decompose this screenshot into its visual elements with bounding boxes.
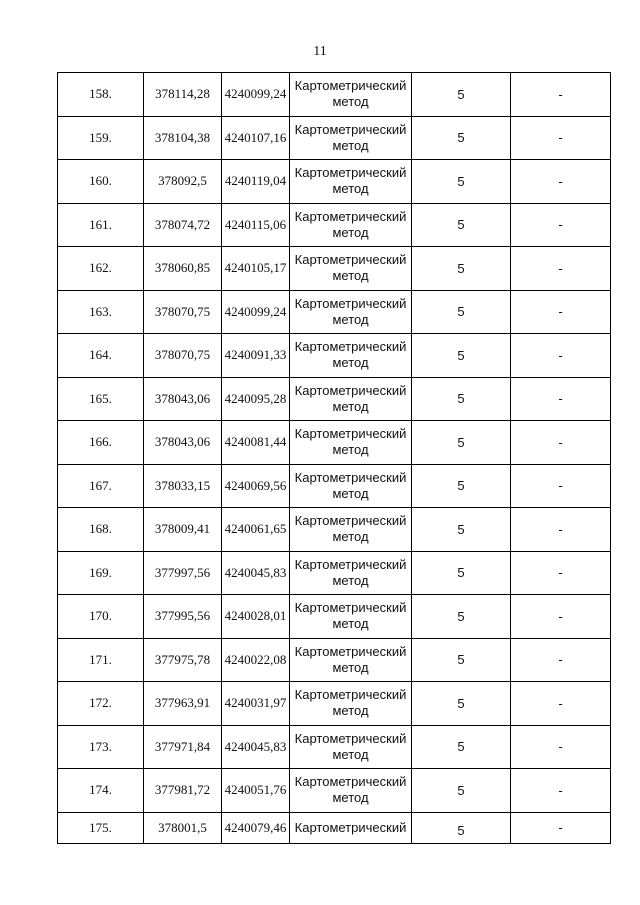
method-cell: Картометрический метод: [290, 595, 412, 639]
description-cell: -: [511, 421, 611, 465]
method-cell: Картометрический метод: [290, 160, 412, 204]
coordinates-table: [57, 72, 611, 844]
method-cell: Картометрический метод: [290, 551, 412, 595]
table-body: [58, 73, 611, 844]
y-coordinate: 4240091,33: [222, 334, 290, 378]
accuracy-cell: 5: [412, 812, 511, 843]
y-coordinate: 4240031,97: [222, 682, 290, 726]
y-coordinate: 4240045,83: [222, 725, 290, 769]
y-coordinate: 4240079,46: [222, 812, 290, 843]
accuracy-cell: 5: [412, 508, 511, 552]
table-row: [58, 812, 611, 843]
table-row: [58, 247, 611, 291]
description-cell: -: [511, 247, 611, 291]
accuracy-cell: 5: [412, 421, 511, 465]
description-cell: -: [511, 725, 611, 769]
y-coordinate: 4240051,76: [222, 769, 290, 813]
description-cell: -: [511, 638, 611, 682]
method-cell: Картометрический метод: [290, 638, 412, 682]
x-coordinate: 377997,56: [144, 551, 222, 595]
y-coordinate: 4240095,28: [222, 377, 290, 421]
point-number: 160.: [58, 160, 144, 204]
x-coordinate: 378114,28: [144, 73, 222, 117]
method-cell: Картометрический метод: [290, 290, 412, 334]
table-row: [58, 334, 611, 378]
x-coordinate: 377971,84: [144, 725, 222, 769]
point-number: 161.: [58, 203, 144, 247]
accuracy-cell: 5: [412, 464, 511, 508]
point-number: 172.: [58, 682, 144, 726]
description-cell: -: [511, 334, 611, 378]
point-number: 174.: [58, 769, 144, 813]
description-cell: -: [511, 551, 611, 595]
y-coordinate: 4240045,83: [222, 551, 290, 595]
accuracy-cell: 5: [412, 73, 511, 117]
y-coordinate: 4240061,65: [222, 508, 290, 552]
x-coordinate: 377975,78: [144, 638, 222, 682]
point-number: 165.: [58, 377, 144, 421]
y-coordinate: 4240107,16: [222, 116, 290, 160]
table-row: [58, 638, 611, 682]
description-cell: -: [511, 508, 611, 552]
table-row: [58, 769, 611, 813]
y-coordinate: 4240105,17: [222, 247, 290, 291]
point-number: 164.: [58, 334, 144, 378]
y-coordinate: 4240081,44: [222, 421, 290, 465]
description-cell: -: [511, 290, 611, 334]
method-cell: Картометрический метод: [290, 464, 412, 508]
description-cell: -: [511, 464, 611, 508]
point-number: 168.: [58, 508, 144, 552]
y-coordinate: 4240099,24: [222, 73, 290, 117]
method-cell: Картометрический метод: [290, 508, 412, 552]
x-coordinate: 378070,75: [144, 290, 222, 334]
accuracy-cell: 5: [412, 638, 511, 682]
table-row: [58, 421, 611, 465]
table-row: [58, 682, 611, 726]
y-coordinate: 4240022,08: [222, 638, 290, 682]
x-coordinate: 378009,41: [144, 508, 222, 552]
description-cell: -: [511, 682, 611, 726]
x-coordinate: 378060,85: [144, 247, 222, 291]
point-number: 159.: [58, 116, 144, 160]
point-number: 169.: [58, 551, 144, 595]
method-cell: Картометрический: [290, 812, 412, 843]
method-cell: Картометрический метод: [290, 247, 412, 291]
method-cell: Картометрический метод: [290, 769, 412, 813]
accuracy-cell: 5: [412, 290, 511, 334]
y-coordinate: 4240099,24: [222, 290, 290, 334]
table-row: [58, 464, 611, 508]
point-number: 175.: [58, 812, 144, 843]
method-cell: Картометрический метод: [290, 421, 412, 465]
description-cell: -: [511, 595, 611, 639]
x-coordinate: 378033,15: [144, 464, 222, 508]
accuracy-cell: 5: [412, 247, 511, 291]
table-row: [58, 160, 611, 204]
point-number: 170.: [58, 595, 144, 639]
accuracy-cell: 5: [412, 334, 511, 378]
table-row: [58, 725, 611, 769]
x-coordinate: 378092,5: [144, 160, 222, 204]
description-cell: -: [511, 377, 611, 421]
x-coordinate: 378001,5: [144, 812, 222, 843]
accuracy-cell: 5: [412, 682, 511, 726]
x-coordinate: 378043,06: [144, 377, 222, 421]
method-cell: Картометрический метод: [290, 377, 412, 421]
point-number: 167.: [58, 464, 144, 508]
method-cell: Картометрический метод: [290, 73, 412, 117]
description-cell: -: [511, 160, 611, 204]
accuracy-cell: 5: [412, 595, 511, 639]
method-cell: Картометрический метод: [290, 203, 412, 247]
table-row: [58, 73, 611, 117]
method-cell: Картометрический метод: [290, 334, 412, 378]
y-coordinate: 4240069,56: [222, 464, 290, 508]
accuracy-cell: 5: [412, 551, 511, 595]
x-coordinate: 377995,56: [144, 595, 222, 639]
description-cell: -: [511, 73, 611, 117]
description-cell: -: [511, 812, 611, 843]
x-coordinate: 378070,75: [144, 334, 222, 378]
table-row: [58, 203, 611, 247]
description-cell: -: [511, 116, 611, 160]
accuracy-cell: 5: [412, 160, 511, 204]
accuracy-cell: 5: [412, 377, 511, 421]
accuracy-cell: 5: [412, 725, 511, 769]
y-coordinate: 4240028,01: [222, 595, 290, 639]
page-number: 11: [313, 44, 327, 59]
table-row: [58, 595, 611, 639]
method-cell: Картометрический метод: [290, 116, 412, 160]
description-cell: -: [511, 769, 611, 813]
point-number: 158.: [58, 73, 144, 117]
table-row: [58, 116, 611, 160]
accuracy-cell: 5: [412, 203, 511, 247]
point-number: 173.: [58, 725, 144, 769]
x-coordinate: 377963,91: [144, 682, 222, 726]
table-row: [58, 508, 611, 552]
accuracy-cell: 5: [412, 116, 511, 160]
y-coordinate: 4240115,06: [222, 203, 290, 247]
accuracy-cell: 5: [412, 769, 511, 813]
x-coordinate: 378104,38: [144, 116, 222, 160]
x-coordinate: 378074,72: [144, 203, 222, 247]
method-cell: Картометрический метод: [290, 682, 412, 726]
method-cell: Картометрический метод: [290, 725, 412, 769]
x-coordinate: 378043,06: [144, 421, 222, 465]
point-number: 162.: [58, 247, 144, 291]
description-cell: -: [511, 203, 611, 247]
point-number: 163.: [58, 290, 144, 334]
table-row: [58, 290, 611, 334]
table-row: [58, 551, 611, 595]
y-coordinate: 4240119,04: [222, 160, 290, 204]
point-number: 166.: [58, 421, 144, 465]
point-number: 171.: [58, 638, 144, 682]
x-coordinate: 377981,72: [144, 769, 222, 813]
table-row: [58, 377, 611, 421]
